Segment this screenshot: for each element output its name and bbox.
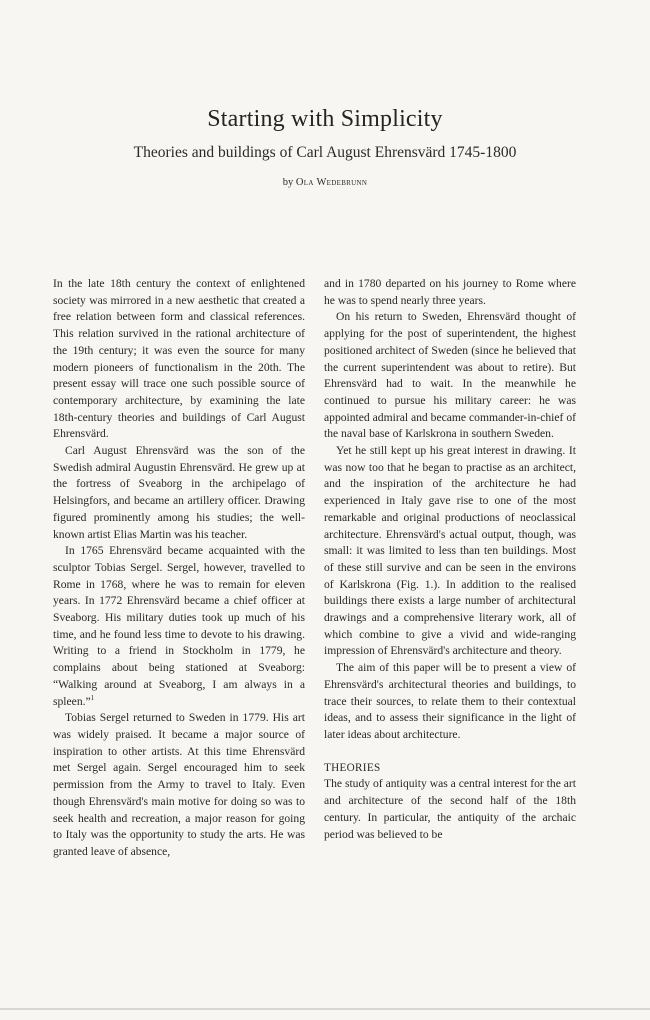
paragraph: Tobias Sergel returned to Sweden in 1779. His art was widely praised. It became a major source of inspiration to other artists. At this time Ehrensvärd met Sergel again. Sergel encouraged him to seek permission from the Army to travel to Italy. Even though Ehrensvärd's main motive for doing so was to seek health and recreation, a major reason for going to Italy was the opportunity to study the arts. He was granted leave of absence, [53, 711, 305, 858]
paragraph: On his return to Sweden, Ehrensvärd thought of applying for the post of superintendent, the highest positioned architect of Sweden (since he believed that the current superintendent was about to retire). But Ehrensvärd had to wait. In the meanwhile he continued to pursue his military career: he was appointed admiral and became commander-in-chief of the naval base of Karlskrona in southern Sweden. [324, 310, 576, 441]
paragraph-text: In 1765 Ehrensvärd became acquainted with the sculptor Tobias Sergel. Sergel, however, travelled to Rome in 1768, where he was to remain for eleven years. In 1772 Ehrensvärd became a chief officer at Sveaborg. His military duties took up much of his time, and he found less time to devote to his drawing. Writing to a friend in Stockholm in 1779, he complains about being stationed at Sveaborg: “Walking around at Sveaborg, I am always in a spleen.” [53, 544, 305, 708]
article-title: Starting with Simplicity [207, 106, 443, 132]
paragraph: Carl August Ehrensvärd was the son of the Swedish admiral Augustin Ehrensvärd. He grew up at the fortress of Sveaborg in the archipelago of Helsingfors, and became an artillery officer. Drawing figured prominently among his studies; the well-known artist Elias Martin was his teacher. [53, 444, 305, 541]
footnote-marker[interactable]: 1 [90, 693, 95, 702]
byline [0, 177, 650, 188]
paragraph: and in 1780 departed on his journey to Rome where he was to spend nearly three years. [324, 277, 576, 307]
paragraph: Yet he still kept up his great interest in drawing. It was now too that he began to practise as an architect, and the inspiration of the architecture he had experienced in Italy gave rise to one of the most remarkable and original productions of neoclassical architecture. Ehrensvärd's actual output, though, was small: it was limited to less than ten buildings. Most of these still survive and can be seen in the environs of Karlskrona (Fig. 1.). In addition to the realised buildings there exists a large number of architectural drawings and a comprehensive literary work, all of which combine to give a vivid and wide-ranging impression of Ehrensvärd's architecture and theory. [324, 444, 576, 658]
page-bottom-edge [0, 1008, 650, 1010]
article-subtitle: Theories and buildings of Carl August Ehrensvärd 1745-1800 [133, 144, 517, 161]
section-heading: THEORIES [324, 761, 381, 774]
author-name: Ola Wedebrunn [295, 177, 368, 188]
paragraph [53, 543, 305, 710]
paragraph: In the late 18th century the context of enlightened society was mirrored in a new aesthetic that created a free relation between form and classical references. This relation survived in the rational architecture of the 19th century; it was even the source for many modern pioneers of functionalism in the 20th. The present essay will trace one such possible source of contemporary architecture, by examining the late 18th-century theories and buildings of Carl August Ehrensvärd. [53, 277, 305, 441]
paragraph: The study of antiquity was a central interest for the art and architecture of the second half of the 18th century. In particular, the antiquity of the archaic period was believed to be [324, 777, 576, 841]
paragraph: The aim of this paper will be to present a view of Ehrensvärd's architectural theories and buildings, to trace their sources, to relate them to their contextual ideas, and to assess their significance in the light of later ideas about architecture. [324, 661, 576, 741]
left-column [53, 276, 305, 861]
right-column [324, 276, 576, 843]
byline-prefix: by [282, 177, 294, 188]
